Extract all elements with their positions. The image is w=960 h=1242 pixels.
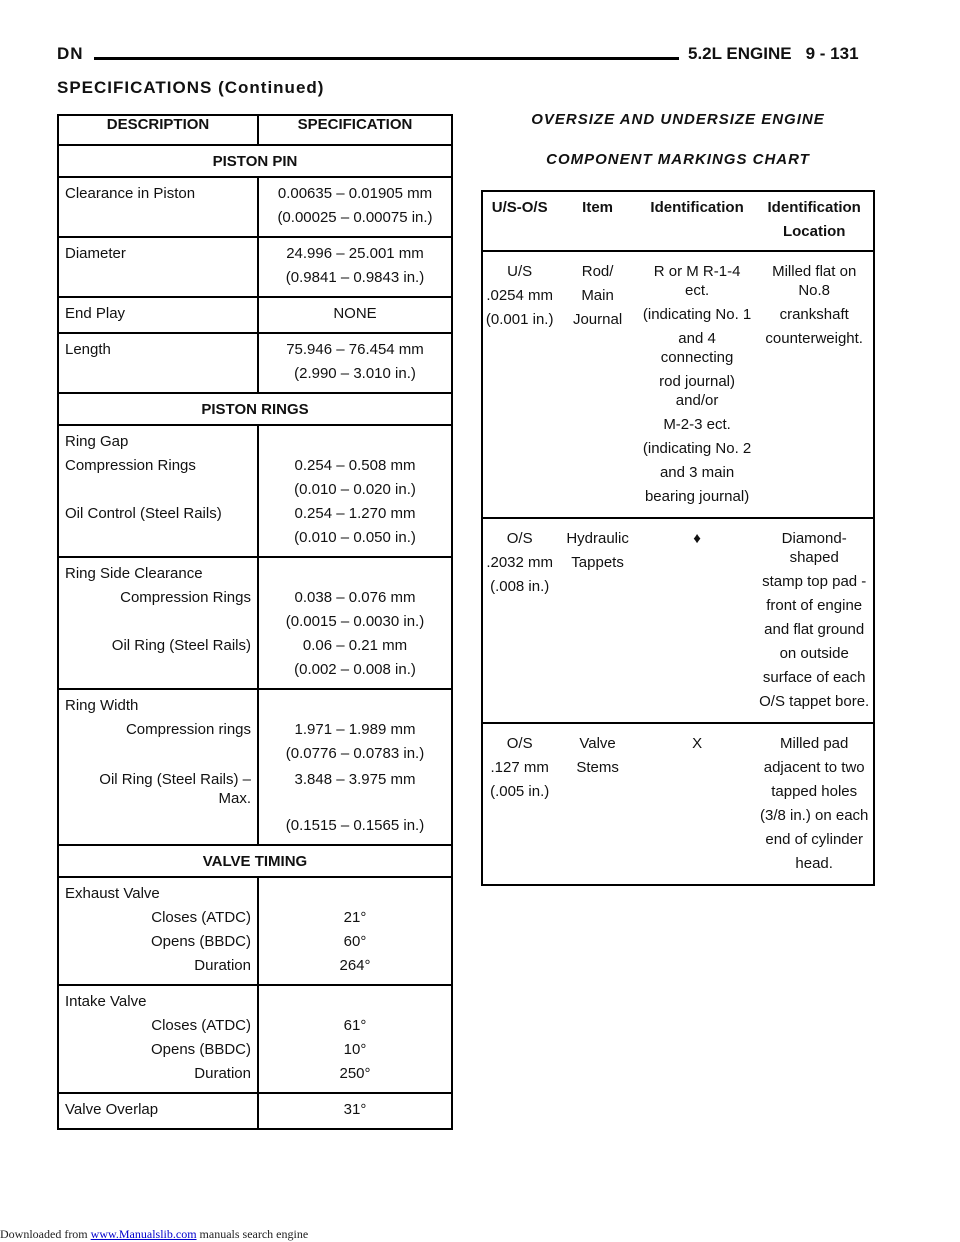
cell-line: surface of each (762, 669, 866, 686)
cell-line: M-2-3 ect. (663, 416, 731, 433)
exhaust-label: Exhaust Valve (58, 877, 258, 906)
in-duration-label: Duration (58, 1062, 258, 1093)
col-location-line1: Identification (767, 199, 861, 216)
cell-line: U/S (507, 263, 533, 280)
cell-line: Milled flat on No.8 (772, 263, 857, 299)
clearance-label: Clearance in Piston (58, 177, 258, 206)
ex-closes: 21° (343, 909, 367, 926)
gap-comp-label: Compression Rings (58, 454, 258, 478)
overlap: 31° (258, 1093, 452, 1129)
heading-piston-pin: PISTON PIN (58, 145, 452, 177)
cell-line: .2032 mm (486, 554, 554, 571)
cell-line: front of engine (766, 597, 863, 614)
cell-line: Rod/ (581, 263, 614, 280)
cell-line: Main (581, 287, 614, 304)
cell-line: tapped holes (771, 783, 858, 800)
in-closes: 61° (343, 1017, 367, 1034)
footer-link[interactable]: www.Manualslib.com (90, 1227, 197, 1241)
side-comp-mm: 0.038 – 0.076 mm (294, 589, 416, 606)
markings-cell-c3 (639, 518, 756, 723)
cell-line: (indicating No. 2 (642, 440, 752, 457)
heading-valve-timing: VALVE TIMING (58, 845, 452, 877)
cell-line: ♦ (693, 530, 701, 547)
width-oil-in: (0.1515 – 0.1565 in.) (285, 817, 425, 834)
markings-cell-c3 (639, 723, 756, 885)
oversize-title: OVERSIZE AND UNDERSIZE ENGINE (531, 111, 825, 128)
markings-cell-c1 (482, 518, 556, 723)
header-rule (94, 57, 679, 60)
cell-line: R or M R-1-4 ect. (653, 263, 741, 299)
diameter-mm: 24.996 – 25.001 mm (258, 237, 452, 266)
ex-duration-label: Duration (58, 954, 258, 985)
cell-line: and flat ground (764, 621, 865, 638)
cell-line: end of cylinder (765, 831, 863, 848)
footer-prefix: Downloaded from (0, 1227, 91, 1241)
in-duration: 250° (339, 1065, 371, 1082)
in-opens: 10° (343, 1041, 367, 1058)
cell-line: counterweight. (765, 330, 863, 347)
markings-cell-c2 (556, 723, 638, 885)
markings-body (482, 251, 874, 885)
cell-line: crankshaft (779, 306, 849, 323)
cell-line: Journal (572, 311, 623, 328)
markings-cell-c4 (755, 251, 874, 518)
clearance-mm: 0.00635 – 0.01905 mm (277, 185, 433, 202)
cell-line: X (692, 735, 703, 752)
markings-cell-c3 (639, 251, 756, 518)
engine-label: 5.2L ENGINE (688, 44, 792, 63)
header-right (688, 44, 859, 64)
side-comp-label: Compression Rings (58, 586, 258, 610)
length-in: (2.990 – 3.010 in.) (294, 365, 416, 382)
intake-label: Intake Valve (58, 985, 258, 1014)
cell-line: (0.001 in.) (485, 311, 554, 328)
col-location-line2: Location (782, 223, 846, 240)
ex-closes-label: Closes (ATDC) (58, 906, 258, 930)
length-mm: 75.946 – 76.454 mm (258, 333, 452, 362)
gap-oil-label: Oil Control (Steel Rails) (58, 502, 258, 526)
cell-line: bearing journal) (644, 488, 750, 505)
col-us-os: U/S-O/S (482, 191, 556, 251)
col-item: Item (556, 191, 638, 251)
endplay-label: End Play (58, 297, 258, 333)
cell-line: Stems (576, 759, 619, 776)
cell-line: (3/8 in.) on each (759, 807, 869, 824)
footer (0, 1227, 308, 1242)
width-oil-label-line1: Oil Ring (Steel Rails) – (99, 771, 251, 788)
cell-line: rod journal) and/or (659, 373, 736, 409)
gap-oil-mm: 0.254 – 1.270 mm (294, 505, 416, 522)
diameter-in: (0.9841 – 0.9843 in.) (285, 269, 425, 286)
cell-line: Tappets (571, 554, 624, 571)
side-comp-in: (0.0015 – 0.0030 in.) (285, 613, 425, 630)
gap-comp-mm: 0.254 – 0.508 mm (294, 457, 416, 474)
side-oil-label: Oil Ring (Steel Rails) (58, 634, 258, 658)
markings-cell-c4 (755, 723, 874, 885)
header-left: DN (57, 44, 84, 63)
ex-opens: 60° (343, 933, 367, 950)
ex-opens-label: Opens (BBDC) (58, 930, 258, 954)
cell-line: O/S (506, 530, 533, 547)
cell-line: Diamond- shaped (781, 530, 847, 566)
width-oil-label-line2: Max. (218, 790, 251, 807)
cell-line: Valve (579, 735, 616, 752)
cell-line: on outside (779, 645, 849, 662)
width-oil-mm: 3.848 – 3.975 mm (294, 771, 416, 788)
cell-line: O/S tappet bore. (759, 693, 870, 710)
oversize-subtitle: COMPONENT MARKINGS CHART (546, 151, 810, 168)
col-identification: Identification (639, 191, 756, 251)
side-oil-mm: 0.06 – 0.21 mm (302, 637, 408, 654)
ex-duration: 264° (339, 957, 371, 974)
section-title: SPECIFICATIONS (Continued) (57, 78, 325, 97)
width-comp-label: Compression rings (58, 718, 258, 742)
cell-line: adjacent to two (763, 759, 865, 776)
width-comp-in: (0.0776 – 0.0783 in.) (285, 745, 425, 762)
cell-line: O/S (506, 735, 533, 752)
side-oil-in: (0.002 – 0.008 in.) (294, 661, 416, 678)
markings-cell-c2 (556, 251, 638, 518)
markings-cell-c1 (482, 723, 556, 885)
diameter-label: Diameter (58, 237, 258, 266)
markings-row (482, 251, 874, 518)
footer-suffix: manuals search engine (196, 1227, 309, 1241)
endplay-value: NONE (258, 297, 452, 333)
overlap-label: Valve Overlap (58, 1093, 258, 1129)
ring-width-label: Ring Width (58, 689, 258, 718)
component-markings-table (481, 190, 875, 886)
markings-cell-c1 (482, 251, 556, 518)
width-oil-label (58, 766, 258, 808)
cell-line: (indicating No. 1 (642, 306, 752, 323)
col-description: DESCRIPTION (58, 115, 258, 145)
page-number: 9 - 131 (805, 44, 859, 63)
col-specification: SPECIFICATION (258, 115, 452, 145)
gap-comp-in: (0.010 – 0.020 in.) (294, 481, 416, 498)
side-clearance-label: Ring Side Clearance (58, 557, 258, 586)
markings-row (482, 723, 874, 885)
cell-line: head. (795, 855, 833, 872)
in-closes-label: Closes (ATDC) (58, 1014, 258, 1038)
length-label: Length (58, 333, 258, 362)
gap-oil-in: (0.010 – 0.050 in.) (294, 529, 416, 546)
cell-line: (.008 in.) (490, 578, 550, 595)
cell-line: and 4 connecting (660, 330, 734, 366)
clearance-in: (0.00025 – 0.00075 in.) (277, 209, 433, 226)
heading-piston-rings: PISTON RINGS (58, 393, 452, 425)
markings-row (482, 518, 874, 723)
cell-line: and 3 main (659, 464, 735, 481)
markings-cell-c4 (755, 518, 874, 723)
cell-line: Hydraulic (566, 530, 629, 547)
specifications-table (57, 114, 453, 1130)
in-opens-label: Opens (BBDC) (58, 1038, 258, 1062)
cell-line: stamp top pad - (762, 573, 867, 590)
ring-gap-label: Ring Gap (58, 425, 258, 454)
cell-line: .127 mm (490, 759, 549, 776)
cell-line: .0254 mm (486, 287, 554, 304)
markings-cell-c2 (556, 518, 638, 723)
cell-line: Milled pad (780, 735, 849, 752)
col-identification-location (755, 191, 874, 251)
width-comp-mm: 1.971 – 1.989 mm (294, 721, 416, 738)
cell-line: (.005 in.) (490, 783, 550, 800)
